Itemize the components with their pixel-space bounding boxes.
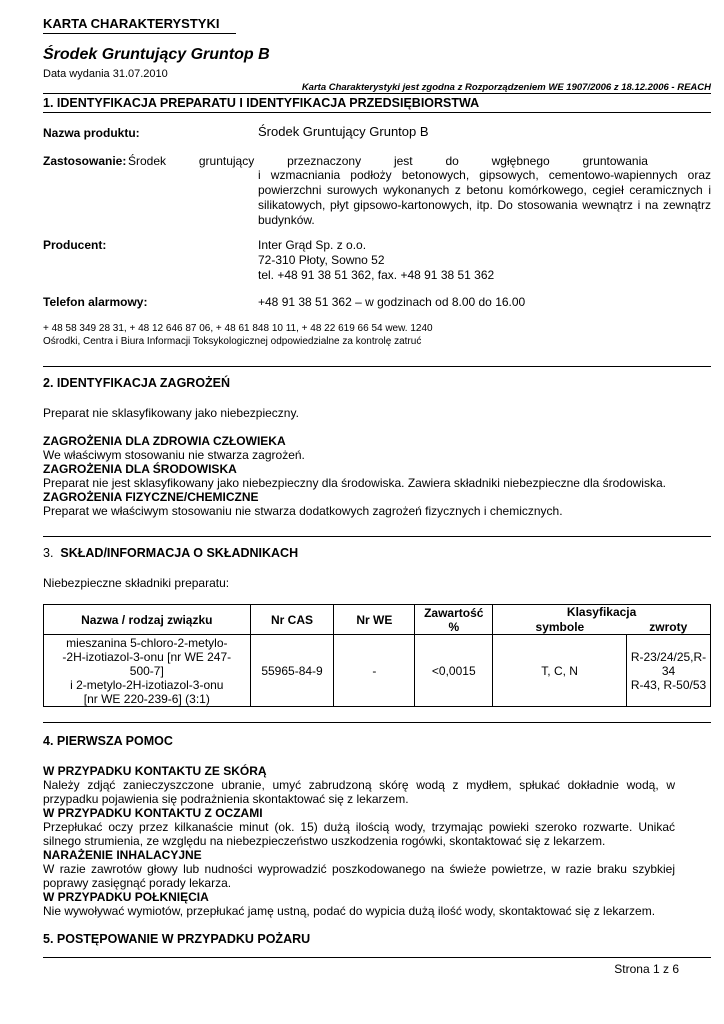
header-rule [43, 93, 711, 94]
section2-rule-top [43, 366, 711, 367]
eye-contact-heading: W PRZYPADKU KONTAKTU Z OCZAMI [43, 806, 263, 820]
use-label: Zastosowanie: [43, 154, 127, 168]
use-first-line: Środek gruntujący przeznaczony jest do wgłębnego gruntowania [128, 154, 648, 168]
physical-hazard-text: Preparat we właściwym stosowaniu nie stwarza dodatkowych zagrożeń fizycznych i chemicznych. [43, 504, 563, 518]
toxicology-centers: Ośrodki, Centra i Biura Informacji Toksykologicznej odpowiedzialne za kontrolę zatruć [43, 336, 422, 347]
emergency-phones: + 48 58 349 28 31, + 48 12 646 87 06, + 48 61 848 10 11, + 48 22 619 66 54 wew. 1240 [43, 323, 433, 334]
col-header-cas: Nr CAS [250, 605, 334, 635]
issue-date: Data wydania 31.07.2010 [43, 68, 168, 80]
col-header-content: Zawartość % [415, 605, 493, 635]
component-symbols: T, C, N [493, 635, 627, 707]
eye-contact-text: Przepłukać oczy przez kilkanaście minut (ok. 15) dużą ilością wody, trzymając powieki szeroko rozwarte. Unikać silnego strumienia, ze względu na niebezpieczeństwo uszkodzenia rogówki, skontaktować się z lekarzem. [43, 820, 675, 848]
skin-contact-heading: W PRZYPADKU KONTAKTU ZE SKÓRĄ [43, 764, 267, 778]
environment-hazard-text: Preparat nie jest sklasyfikowany jako niebezpieczny dla środowiska. Zawiera składniki niebezpieczne dla środowiska. [43, 476, 666, 490]
component-phrases: R-23/24/25,R-34 R-43, R-50/53 [627, 635, 711, 707]
regulation-note: Karta Charakterystyki jest zgodna z Rozporządzeniem WE 1907/2006 z 18.12.2006 - REACH [301, 82, 711, 93]
document-title: KARTA CHARAKTERYSTYKI [43, 16, 220, 31]
inhalation-text: W razie zawrotów głowy lub nudności wyprowadzić poszkodowanego na świeże powietrze, w razie braku szybkiej poprawy zasięgnąć porady lekarza. [43, 862, 675, 890]
col-header-name: Nazwa / rodzaj związku [44, 605, 251, 635]
components-table [43, 604, 711, 707]
product-heading: Środek Gruntujący Gruntop B [43, 46, 270, 63]
table-row [44, 635, 711, 707]
section4-heading: 4. PIERWSZA POMOC [43, 734, 173, 748]
section4-rule-top [43, 722, 711, 723]
col-header-symbols: symbole [493, 620, 627, 635]
health-hazard-heading: ZAGROŻENIA DLA ZDROWIA CZŁOWIEKA [43, 434, 286, 448]
footer-rule [43, 957, 711, 958]
section1-rule [43, 112, 711, 113]
component-we: - [334, 635, 415, 707]
product-name-label: Nazwa produktu: [43, 126, 140, 140]
section3-rule-top [43, 536, 711, 537]
section2-heading: 2. IDENTYFIKACJA ZAGROŻEŃ [43, 376, 231, 390]
use-description: i wzmacniania podłoży betonowych, gipsowych, cementowo-wapiennych oraz powierzchni surowych wykonanych z betonu komórkowego, cegieł ceramicznych i silikatowych, płyt gipsowo-kartonowych, itp. Do stosowania wewnątrz i na zewnątrz budynków. [258, 168, 711, 227]
inhalation-heading: NARAŻENIE INHALACYJNE [43, 848, 202, 862]
swallowing-text: Nie wywoływać wymiotów, przepłukać jamę ustną, podać do wypicia dużą ilość wody, skontaktować się z lekarzem. [43, 904, 656, 918]
health-hazard-text: We właściwym stosowaniu nie stwarza zagrożeń. [43, 448, 305, 462]
component-content: <0,0015 [415, 635, 493, 707]
alarm-phone-label: Telefon alarmowy: [43, 295, 148, 309]
alarm-phone-value: +48 91 38 51 362 – w godzinach od 8.00 do 16.00 [258, 295, 526, 309]
swallowing-heading: W PRZYPADKU POŁKNIĘCIA [43, 890, 209, 904]
col-header-we: Nr WE [334, 605, 415, 635]
hazard-intro: Preparat nie sklasyfikowany jako niebezpieczny. [43, 406, 299, 420]
hazard-details [43, 434, 666, 518]
components-intro: Niebezpieczne składniki preparatu: [43, 576, 230, 590]
producer-label: Producent: [43, 238, 107, 252]
component-name: mieszanina 5-chloro-2-metylo- -2H-izotiazol-3-onu [nr WE 247- 500-7] i 2-metylo-2H-izotiazol-3-onu [nr WE 220-239-6] (3:1) [44, 635, 251, 707]
component-cas: 55965-84-9 [250, 635, 334, 707]
section3-heading: 3. SKŁAD/INFORMACJA O SKŁADNIKACH [43, 546, 299, 560]
skin-contact-text: Należy zdjąć zanieczyszczone ubranie, umyć zabrudzoną skórę wodą z mydłem, spłukać dokładnie wodą, w przypadku pojawienia się podrażnienia skontaktować się z lekarzem. [43, 778, 675, 806]
producer-address: Inter Grąd Sp. z o.o. 72-310 Płoty, Sowno 52 tel. +48 91 38 51 362, fax. +48 91 38 51 362 [258, 238, 495, 282]
product-name-value: Środek Gruntujący Gruntop B [258, 124, 429, 139]
col-header-classification: Klasyfikacja [493, 605, 711, 620]
environment-hazard-heading: ZAGROŻENIA DLA ŚRODOWISKA [43, 462, 237, 476]
physical-hazard-heading: ZAGROŻENIA FIZYCZNE/CHEMICZNE [43, 490, 259, 504]
page-number: Strona 1 z 6 [614, 962, 679, 976]
col-header-phrases: zwroty [627, 620, 711, 635]
title-underline [43, 33, 236, 34]
section1-heading: 1. IDENTYFIKACJA PREPARATU I IDENTYFIKACJA PRZEDSIĘBIORSTWA [43, 96, 480, 110]
first-aid-details [43, 764, 675, 918]
section5-heading: 5. POSTĘPOWANIE W PRZYPADKU POŻARU [43, 932, 311, 946]
